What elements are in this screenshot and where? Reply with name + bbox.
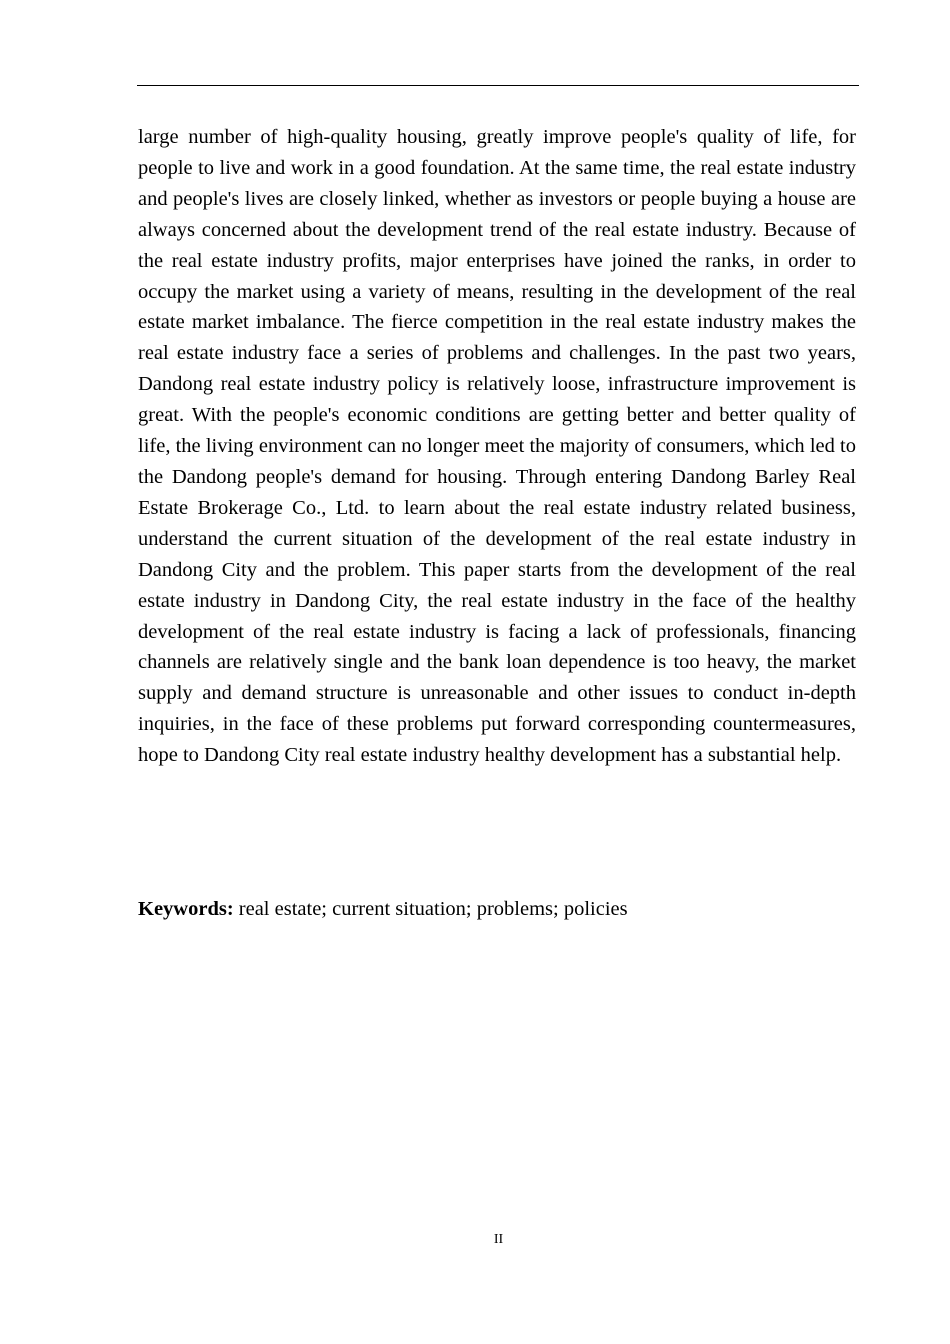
keywords-label: Keywords: — [138, 898, 234, 920]
header-rule — [137, 85, 859, 86]
keywords-line — [138, 894, 856, 925]
abstract-body-text: large number of high-quality housing, greatly improve people's quality of life, for people to live and work in a good foundation. At the same time, the real estate industry and people's lives are closely linked, whether as investors or people buying a house are always concerned about the development trend of the real estate industry. Because of the real estate industry profits, major enterprises have joined the ranks, in order to occupy the market using a variety of means, resulting in the development of the real estate market imbalance. The fierce competition in the real estate industry makes the real estate industry face a series of problems and challenges. In the past two years, Dandong real estate industry policy is relatively loose, infrastructure improvement is great. With the people's economic conditions are getting better and better quality of life, the living environment can no longer meet the majority of consumers, which led to the Dandong people's demand for housing. Through entering Dandong Barley Real Estate Brokerage Co., Ltd. to learn about the real estate industry related business, understand the current situation of the development of the real estate industry in Dandong City and the problem. This paper starts from the development of the real estate industry in Dandong City, the real estate industry in the face of the healthy development of the real estate industry is facing a lack of professionals, financing channels are relatively single and the bank loan dependence is too heavy, the market supply and demand structure is unreasonable and other issues to conduct in-depth inquiries, in the face of these problems put forward corresponding countermeasures, hope to Dandong City real estate industry healthy development has a substantial help. — [138, 126, 856, 767]
keywords-text: real estate; current situation; problems; policies — [233, 898, 628, 920]
page-number: II — [493, 1232, 504, 1247]
